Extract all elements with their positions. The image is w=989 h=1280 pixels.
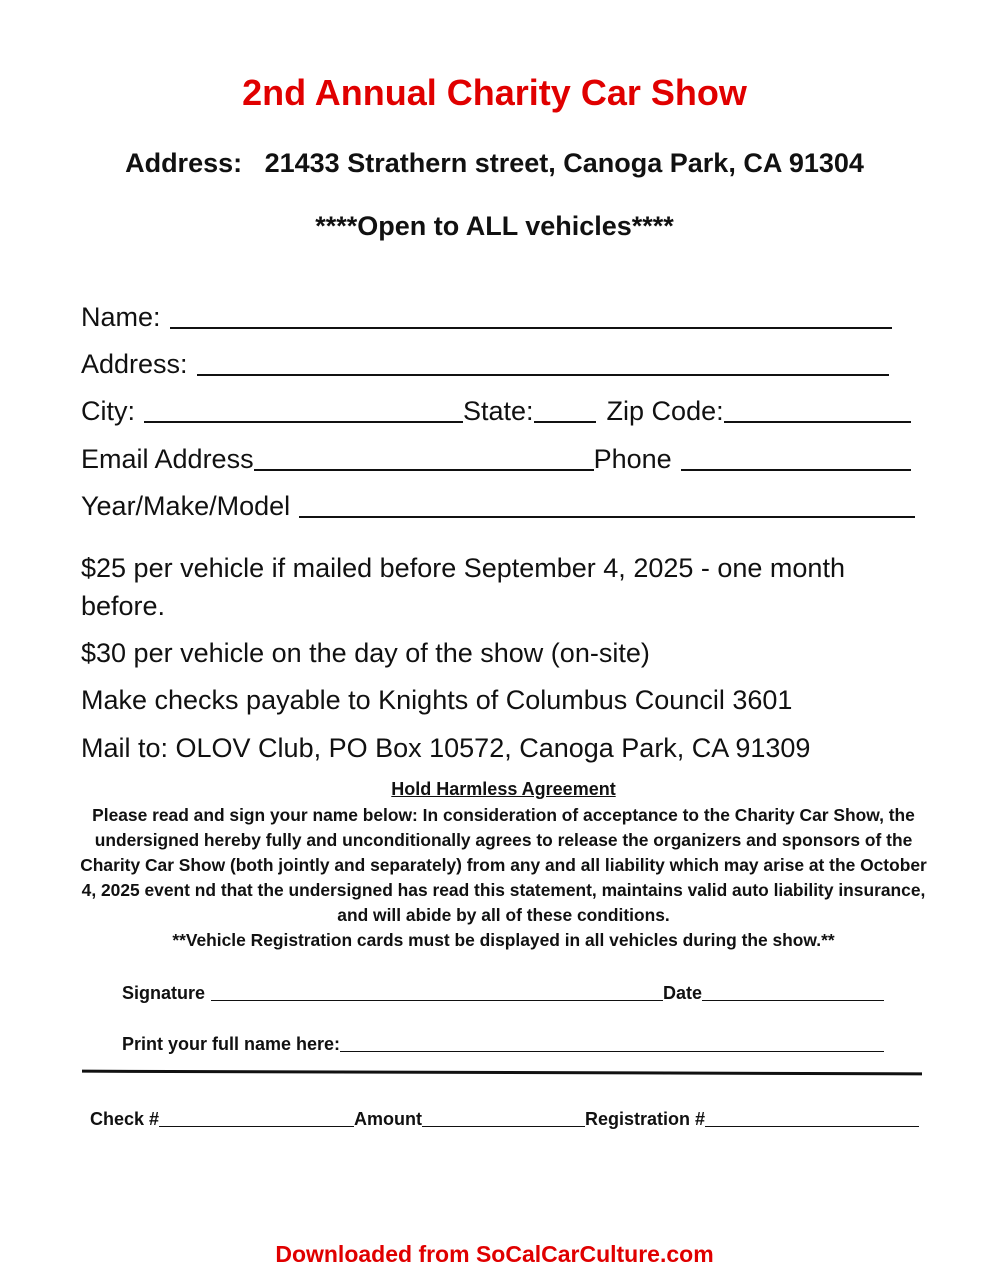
phone-label: Phone [593,444,672,474]
amount-field[interactable] [422,1108,585,1127]
zip-label: Zip Code: [606,396,724,426]
onsite-price-text: $30 per vehicle on the day of the show (on-site) [81,638,650,668]
footer-source: Downloaded from SoCalCarCulture.com [275,1241,714,1267]
print-name-field[interactable] [340,1033,884,1052]
agreement-title: Hold Harmless Agreement [391,779,616,799]
name-field[interactable] [170,303,892,329]
city-state-zip-row [81,392,911,426]
section-divider [82,1070,922,1076]
address-field[interactable] [197,350,889,376]
signature-label: Signature [122,983,206,1003]
zip-field[interactable] [724,397,911,423]
date-label: Date [663,983,703,1003]
email-field[interactable] [254,445,594,471]
checks-payable-text: Make checks payable to Knights of Columbus Council 3601 [81,685,793,715]
address-label: Address: [81,349,188,379]
city-label: City: [81,396,135,426]
check-number-label: Check # [90,1109,160,1129]
vehicle-field[interactable] [299,492,915,518]
name-field-row [81,298,911,332]
open-to-all-notice: ****Open to ALL vehicles**** [315,211,674,241]
address-field-row [81,345,911,379]
email-label: Email Address [81,444,254,474]
registration-number-field[interactable] [705,1108,919,1127]
phone-field[interactable] [681,445,911,471]
office-use-row [90,1104,919,1130]
email-phone-row [81,440,911,474]
registration-card-note: **Vehicle Registration cards must be displayed in all vehicles during the show.** [172,930,835,950]
name-label: Name: [81,302,161,332]
check-number-field[interactable] [159,1108,354,1127]
signature-row [122,978,884,1004]
state-field[interactable] [534,397,596,423]
state-label: State: [463,396,534,426]
registration-number-label: Registration # [585,1109,706,1129]
early-price-text: $25 per vehicle if mailed before September 4, 2025 - one month before. [81,553,845,621]
event-address: Address: 21433 Strathern street, Canoga Park, CA 91304 [125,148,864,178]
agreement-text [80,803,927,953]
print-name-row [122,1029,884,1055]
vehicle-field-row [81,487,911,521]
agreement-body: Please read and sign your name below: In consideration of acceptance to the Charity Car Show, the undersigned hereby fully and unconditionally agrees to release the organizers and sponsors of the Charity Car Show (both jointly and separately) from any and all liability which may arise at the October 4, 2025 event nd that the undersigned has read this statement, maintains valid auto liability insurance, and will abide by all of these conditions. [80,805,927,925]
mail-to-text: Mail to: OLOV Club, PO Box 10572, Canoga Park, CA 91309 [81,733,811,763]
signature-field[interactable] [211,982,663,1001]
vehicle-label: Year/Make/Model [81,491,291,521]
amount-label: Amount [354,1109,423,1129]
page-title: 2nd Annual Charity Car Show [242,72,747,113]
city-field[interactable] [144,397,463,423]
print-name-label: Print your full name here: [122,1034,341,1054]
date-field[interactable] [702,982,884,1001]
